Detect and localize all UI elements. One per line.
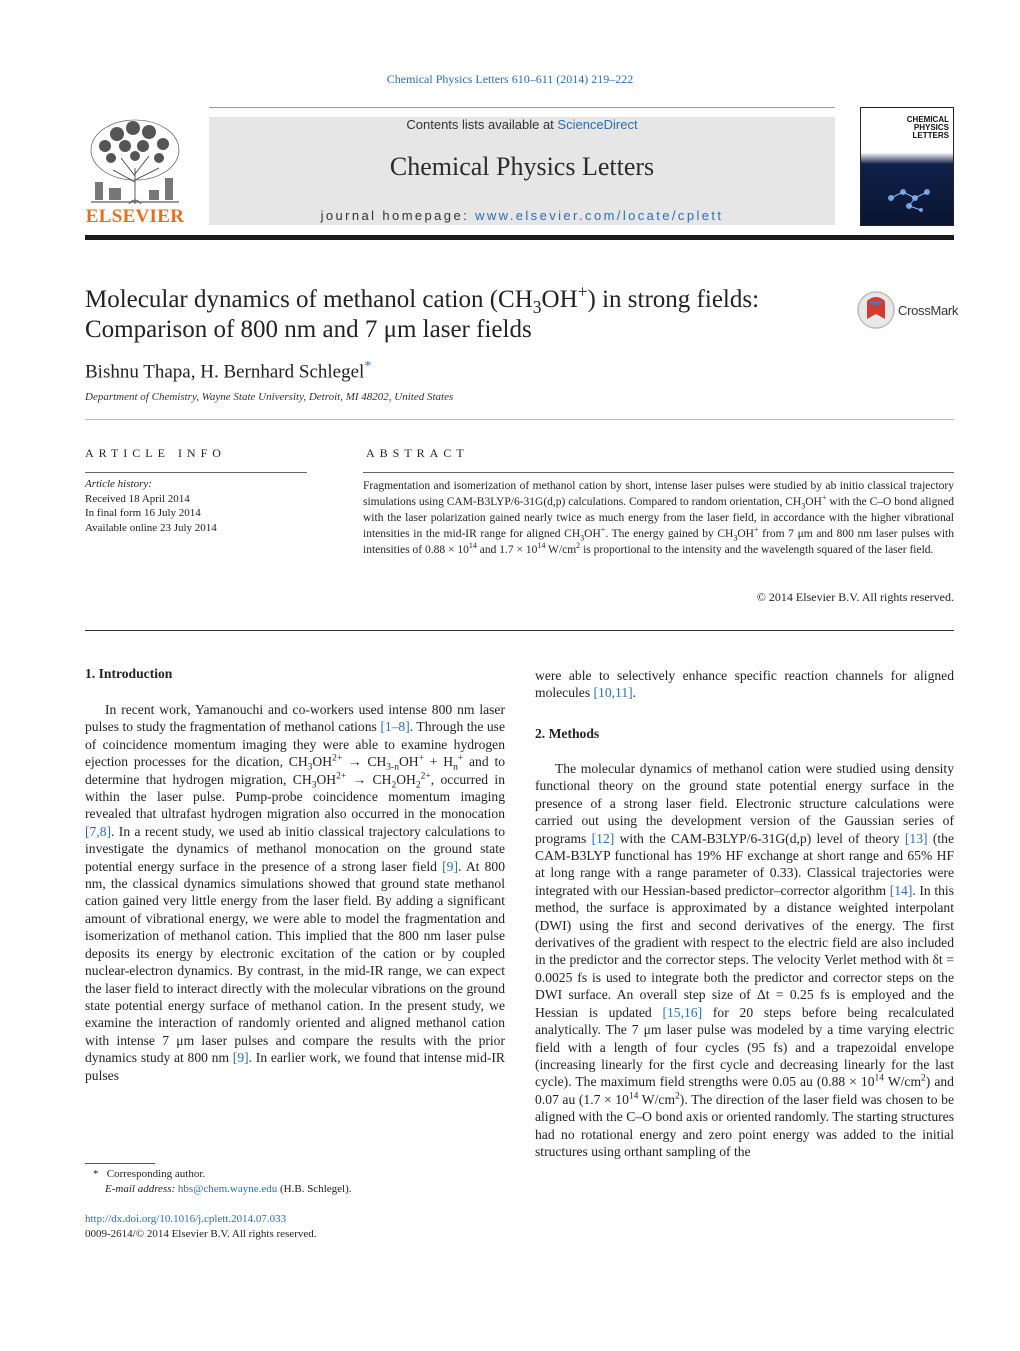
header-top-rule (209, 107, 835, 108)
citation-link[interactable]: [12] (591, 830, 615, 846)
citation-link[interactable]: [14] (889, 882, 913, 898)
email-label: E-mail address: (105, 1183, 176, 1195)
sciencedirect-link[interactable]: ScienceDirect (557, 117, 638, 132)
abstract-heading: ABSTRACT (366, 446, 469, 460)
title-part: ) in strong fields: (587, 286, 760, 313)
title-superscript: + (577, 281, 588, 302)
citation-link[interactable]: [7,8] (85, 823, 112, 839)
methods-heading: 2. Methods (535, 726, 600, 741)
contents-prefix: Contents lists available at (406, 117, 558, 132)
corresponding-author-mark[interactable]: * (364, 359, 372, 374)
affiliation-rule (85, 419, 954, 420)
abstract-text: Fragmentation and isomerization of methanol cation by short, intense laser pulses were studied by ab initio classical trajectory simulations using CAM-B3LYP/6-31G(d,p) calculations. Compared to random orientation, $CH_3OH^+$ with the C–O bond aligned with the laser polarization gained nearly twice as much energy from the laser field, in accordance with the higher vibrational intensities in the mid-IR range for aligned $CH_3OH^+$. The energy gained by $CH_3OH^+$ from 7 μm and 800 nm laser pulses with intensities of $0.88 \times 10^{14}$ and $1.7 \times 10^{14}$ $W/cm^2$ is proportional to the intensity and the wavelength squared of the laser field. (363, 480, 954, 556)
author-list (85, 359, 371, 383)
homepage-link[interactable]: www.elsevier.com/locate/cplett (475, 208, 724, 223)
body-rule (85, 630, 954, 631)
history-heading: Article history: (85, 478, 152, 490)
introduction-heading: 1. Introduction (85, 666, 173, 681)
journal-reference[interactable]: Chemical Physics Letters 610–611 (2014) 219–222 (386, 72, 634, 86)
journal-title: Chemical Physics Letters (389, 152, 655, 181)
authors-text: Bishnu Thapa, H. Bernhard Schlegel (85, 361, 365, 383)
affiliation: Department of Chemistry, Wayne State University, Detroit, MI 48202, United States (85, 391, 454, 403)
contents-line (209, 117, 835, 132)
crossmark-label[interactable]: CrossMark (898, 303, 959, 318)
history-final-form: In final form 16 July 2014 (85, 507, 201, 519)
methods-text: The molecular dynamics of methanol cation were studied using density functional theory on the ground state potential energy surface in the presence of a strong laser field. Electronic structure calculations were carried out using the development version of the Gaussian series of programs [12] with the CAM-B3LYP/6-31G(d,p) level of theory [13] (the CAM-B3LYP functional has 19% HF exchange at short range and 65% HF at long range with a range parameter of 0.33). Classical trajectories were integrated with our Hessian-based predictor–corrector algorithm [14]. In this method, the surface is approximated by a distance weighted interpolant (DWI) using the first and second derivatives of the energy. The first derivatives of the gradient with respect to the electric field are also included in the predictor and the corrector steps. The velocity Verlet method with δt = 0.0025 fs is used to integrate both the predictor and corrector steps on the DWI surface. An overall step size of Δt = 0.25 fs is employed and the Hessian is updated [15,16] for 20 steps before being recalculated analytically. The 7 μm laser pulse was modeled by a time varying electric field with a length of four cycles (95 fs) and a trapezoidal envelope (increasing linearly for the first cycle and decreasing linearly for the last cycle). The maximum field strengths were 0.05 au ($0.88 \times 10^{14}$ $W/cm^2$) and 0.07 au ($1.7 \times 10^{14}$ $W/cm^2$). The direction of the laser field was chosen to be aligned with the C–O bond axis or oriented randomly. The starting structures had no rotational energy and zero point energy was added to the initial structures using orthant sampling of the (535, 761, 954, 1159)
article-info-heading: ARTICLE INFO (85, 446, 226, 460)
history-received: Received 18 April 2014 (85, 492, 190, 505)
elsevier-wordmark: ELSEVIER (85, 206, 185, 227)
citation-link[interactable]: [10,11] (593, 685, 633, 701)
issn-line: 0009-2614/© 2014 Elsevier B.V. All rights reserved. (85, 1228, 317, 1240)
title-line-2: Comparison of 800 nm and 7 μm laser fields (85, 316, 532, 343)
article-info-rule (85, 472, 307, 473)
doi-link[interactable]: http://dx.doi.org/10.1016/j.cplett.2014.07.033 (85, 1213, 287, 1225)
footnote-rule (85, 1163, 155, 1164)
article-history (85, 477, 217, 535)
abstract-rule (363, 472, 954, 473)
email-link[interactable]: hbs@chem.wayne.edu (177, 1183, 278, 1195)
cover-molecule-icon (861, 168, 954, 226)
footnote-corresponding: Corresponding author. (106, 1168, 206, 1180)
abstract-copyright: © 2014 Elsevier B.V. All rights reserved. (756, 590, 954, 604)
corresponding-author-footnote (85, 1167, 351, 1197)
citation-link[interactable]: [9] (442, 858, 458, 874)
footnote-mark: * (93, 1168, 99, 1180)
cover-title: CHEMICAL PHYSICS LETTERS (906, 115, 949, 140)
homepage-prefix: journal homepage: (320, 208, 476, 223)
email-name: (H.B. Schlegel). (280, 1183, 352, 1195)
citation-link[interactable]: [9] (232, 1050, 249, 1066)
title-subscript: 3 (532, 297, 542, 317)
citation-link[interactable]: [15,16] (662, 1004, 703, 1020)
introduction-text-continued: were able to selectively enhance specific reaction channels for aligned molecules [10,11]. (535, 668, 954, 701)
citation-link[interactable]: [13] (904, 830, 928, 846)
citation-link[interactable]: [1–8] (380, 719, 410, 735)
doi-block (85, 1212, 317, 1242)
article-title (85, 281, 845, 345)
introduction-text: In recent work, Yamanouchi and co-workers used intense 800 nm laser pulses to study the fragmentation of methanol cations [1–8]. Through the use of coincidence momentum imaging they were able to examine hydrogen ejection processes for the dication, $CH_3OH^{2+} \to CH_{3-n}OH^+ + H_n^+$ and to determine that hydrogen migration, $CH_3OH^{2+} \to CH_2OH_2^{2+}$, occurred in within the laser pulse. Pump-probe coincidence momentum imaging revealed that ultrafast hydrogen migration also occurred in the monocation [7,8]. In a recent study, we used ab initio classical trajectory calculations to investigate the dynamics of methanol monocation on the ground state potential energy surface in the presence of a strong laser field [9]. At 800 nm, the classical dynamics simulations showed that ground state methanol cation gained very little energy from the laser field. By adding a significant amount of vibrational energy, we were able to model the fragmentation and isomerization of methanol cation. This implied that the 800 nm laser pulse deposits its energy by electronic excitation of the cation or by coupled nuclear-electron dynamics. By contrast, in the mid-IR range, we can expect the laser field to interact directly with the molecular vibrations on the ground state potential energy surface of methanol cation. In the present study, we examine the interaction of randomly oriented and aligned methanol cation with intense 7 μm laser pulses and compare the results with the prior dynamics study at 800 nm [9]. In earlier work, we found that intense mid-IR pulses (85, 702, 506, 1083)
journal-homepage (209, 208, 835, 223)
header-bottom-rule (85, 235, 954, 240)
journal-cover-thumbnail[interactable] (860, 107, 954, 226)
title-part: Molecular dynamics of methanol cation (CH (85, 286, 533, 313)
title-part: OH (541, 286, 578, 313)
history-online: Available online 23 July 2014 (85, 521, 217, 534)
